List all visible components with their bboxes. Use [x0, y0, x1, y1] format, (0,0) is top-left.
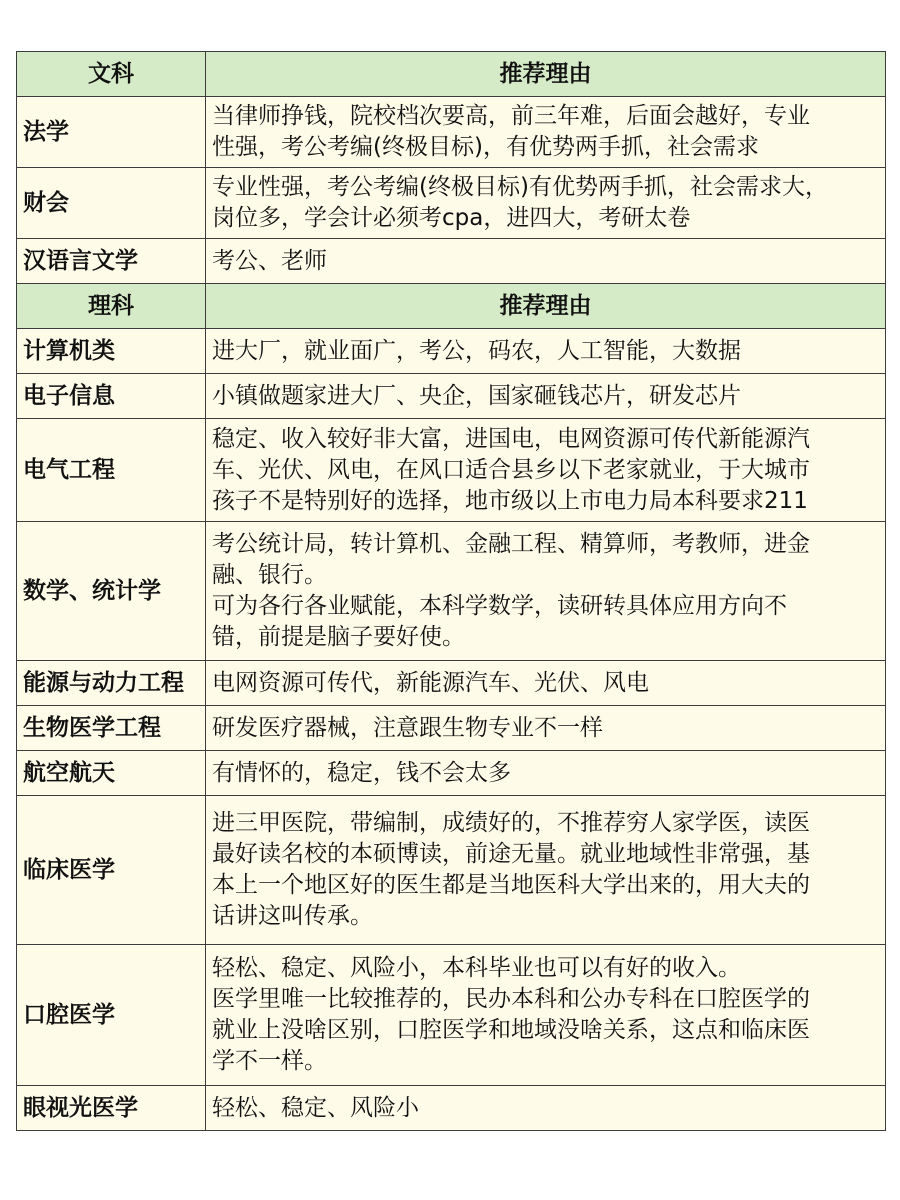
major-name: 眼视光医学: [17, 1086, 206, 1131]
reason-line: 考公统计局，转计算机、金融工程、精算师，考教师，进金: [212, 531, 810, 557]
reason-line: 研发医疗器械，注意跟生物专业不一样: [212, 714, 603, 741]
table-row: [17, 168, 886, 239]
reason-cell: [206, 329, 886, 374]
reason-cell: [206, 661, 886, 706]
table-row: [17, 751, 886, 796]
reason-line: 小镇做题家进大厂、央企，国家砸钱芯片，研发芯片: [212, 382, 741, 409]
major-name: 财会: [17, 168, 206, 239]
reason-cell: [206, 419, 886, 522]
reason-line: 轻松、稳定、风险小: [212, 1094, 419, 1121]
major-name: 生物医学工程: [17, 706, 206, 751]
major-name: 数学、统计学: [17, 522, 206, 661]
reason-line: 本上一个地区好的医生都是当地医科大学出来的，用大夫的: [212, 872, 810, 898]
reason-line: 话讲这叫传承。: [212, 903, 373, 929]
major-name: 口腔医学: [17, 945, 206, 1086]
reason-cell: [206, 1086, 886, 1131]
reason-line: 学不一样。: [212, 1048, 327, 1074]
reason-line: 孩子不是特别好的选择，地市级以上市电力局本科要求211: [212, 487, 808, 514]
reason-line: 轻松、稳定、风险小，本科毕业也可以有好的收入。: [212, 955, 741, 981]
major-name: 电子信息: [17, 374, 206, 419]
reason-line: 可为各行各业赋能，本科学数学，读研转具体应用方向不: [212, 593, 787, 619]
reason-line: 当律师挣钱，院校档次要高，前三年难，后面会越好，专业: [212, 103, 810, 129]
table-row: [17, 239, 886, 284]
reason-line: 就业上没啥区别，口腔医学和地域没啥关系，这点和临床医: [212, 1017, 810, 1043]
reason-line: 最好读名校的本硕博读，前途无量。就业地域性非常强，基: [212, 841, 810, 867]
table-row: [17, 706, 886, 751]
major-name: 临床医学: [17, 796, 206, 945]
major-name: 法学: [17, 97, 206, 168]
reason-line: 错，前提是脑子要好使。: [212, 624, 465, 650]
major-name: 汉语言文学: [17, 239, 206, 284]
header-category: 理科: [17, 284, 206, 329]
reason-cell: [206, 945, 886, 1086]
reason-line: 进三甲医院，带编制，成绩好的，不推荐穷人家学医，读医: [212, 810, 810, 836]
reason-line: 性强，考公考编(终极目标)，有优势两手抓，社会需求: [212, 134, 759, 160]
section-header-liberal-arts: [17, 52, 886, 97]
header-reason: 推荐理由: [206, 52, 886, 97]
reason-line: 考公、老师: [212, 247, 327, 274]
table-row: [17, 374, 886, 419]
reason-cell: [206, 168, 886, 239]
reason-cell: [206, 239, 886, 284]
table-row: [17, 419, 886, 522]
reason-cell: [206, 796, 886, 945]
table-row: [17, 97, 886, 168]
reason-cell: [206, 374, 886, 419]
reason-cell: [206, 522, 886, 661]
reason-cell: [206, 97, 886, 168]
reason-line: 融、银行。: [212, 562, 327, 588]
reason-line: 专业性强，考公考编(终极目标)有优势两手抓，社会需求大，: [212, 174, 828, 200]
table-row: [17, 1086, 886, 1131]
major-recommendation-document: [16, 51, 886, 1131]
reason-line: 岗位多，学会计必须考cpa，进四大，考研太卷: [212, 205, 691, 231]
table-row: [17, 329, 886, 374]
header-category: 文科: [17, 52, 206, 97]
table-row: [17, 945, 886, 1086]
major-name: 能源与动力工程: [17, 661, 206, 706]
reason-line: 稳定、收入较好非大富，进国电，电网资源可传代新能源汽: [212, 425, 810, 452]
header-reason: 推荐理由: [206, 284, 886, 329]
reason-line: 医学里唯一比较推荐的，民办本科和公办专科在口腔医学的: [212, 986, 810, 1012]
section-header-science: [17, 284, 886, 329]
major-name: 电气工程: [17, 419, 206, 522]
major-name: 计算机类: [17, 329, 206, 374]
table-row: [17, 522, 886, 661]
table-row: [17, 661, 886, 706]
table-row: [17, 796, 886, 945]
major-recommendation-table: [16, 51, 886, 1131]
reason-line: 有情怀的，稳定，钱不会太多: [212, 759, 511, 786]
reason-cell: [206, 706, 886, 751]
reason-line: 电网资源可传代，新能源汽车、光伏、风电: [212, 669, 649, 696]
major-name: 航空航天: [17, 751, 206, 796]
reason-line: 车、光伏、风电，在风口适合县乡以下老家就业，于大城市: [212, 456, 810, 483]
reason-line: 进大厂，就业面广，考公，码农，人工智能，大数据: [212, 337, 741, 364]
reason-cell: [206, 751, 886, 796]
